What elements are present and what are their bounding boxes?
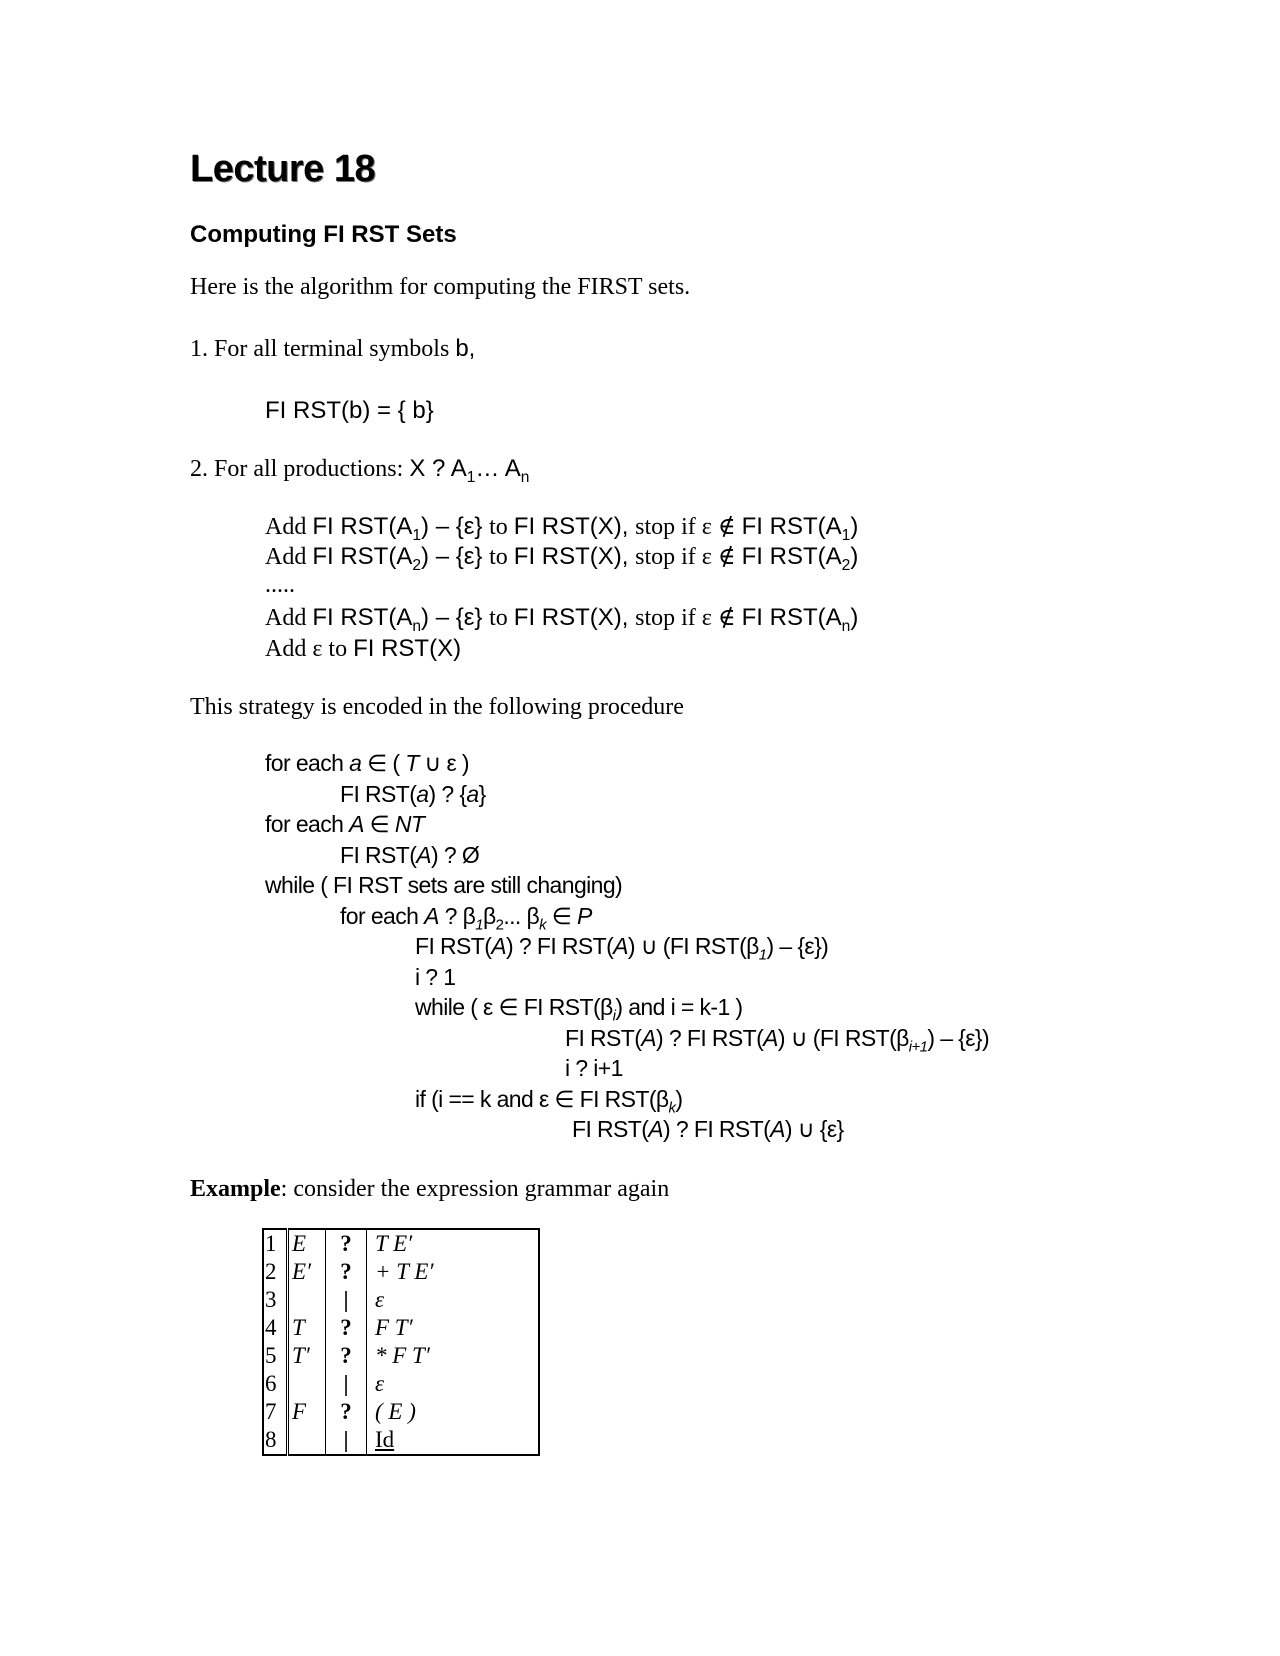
production-lhs: F	[288, 1398, 326, 1426]
step-2-production: X ? $A_1\dots$ $A_n$	[409, 455, 530, 486]
step-1	[190, 335, 475, 363]
grammar-row	[263, 1370, 539, 1398]
production-arrow: ?	[326, 1398, 367, 1426]
production-arrow: ?	[326, 1342, 367, 1370]
intro-paragraph: Here is the algorithm for computing the FIRST sets.	[190, 274, 691, 300]
code-line: while ( ε ∈ FI $RST(\beta_i)$ and i = k-1 )	[415, 994, 743, 1025]
production-rhs: ( E )	[375, 1399, 416, 1424]
production-arrow: |	[326, 1426, 367, 1455]
production-number: 8	[263, 1426, 288, 1455]
production-rhs: Id	[375, 1427, 395, 1452]
step-1-formula: FI RST(b) = { b}	[265, 397, 434, 424]
production-lhs: E	[288, 1229, 326, 1258]
section-title: Computing FI RST Sets	[190, 221, 457, 248]
production-number: 1	[263, 1229, 288, 1258]
code-line: i ? 1	[415, 964, 456, 990]
step-2	[190, 455, 529, 487]
code-line: for each A ∈ NT	[265, 811, 425, 837]
production-lhs: T′	[288, 1342, 326, 1370]
strategy-paragraph: This strategy is encoded in the following procedure	[190, 694, 684, 720]
production-arrow: |	[326, 1370, 367, 1398]
grammar-row	[263, 1286, 539, 1314]
code-line: i ? i+1	[565, 1055, 623, 1081]
code-line: if (i == k and ε ∈ FI $RST(\beta_k)$	[415, 1086, 683, 1117]
grammar-row	[263, 1342, 539, 1370]
grammar-row	[263, 1258, 539, 1286]
production-arrow: ?	[326, 1229, 367, 1258]
production-number: 7	[263, 1398, 288, 1426]
production-rhs: F T′	[375, 1315, 413, 1340]
production-rhs: * F T′	[375, 1343, 430, 1368]
code-line: for each a ∈ ( T ∪ ε )	[265, 750, 469, 776]
step-1-text: 1. For all terminal symbols	[190, 336, 456, 362]
production-lhs: E′	[288, 1258, 326, 1286]
rule-line: Add FI $RST(A_2) - \{\varepsilon\}$ to FI RST(X), stop if ε ∉ FI $RST(A_2)$	[265, 543, 859, 574]
step-2-text: 2. For all productions:	[190, 456, 410, 482]
production-arrow: ?	[326, 1258, 367, 1286]
production-rhs: ε	[375, 1371, 385, 1396]
code-line: FI RST(A) ? FI RST(A) ∪ (FI $RST(\beta_1) - \{\varepsilon\}$)	[415, 933, 829, 964]
production-number: 2	[263, 1258, 288, 1286]
code-line: while ( FI RST sets are still changing)	[265, 872, 623, 898]
production-rhs: ε	[375, 1287, 385, 1312]
grammar-row	[263, 1398, 539, 1426]
code-line: FI RST(A) ? FI RST(A) ∪ {ε}	[572, 1116, 844, 1142]
grammar-table	[262, 1228, 540, 1456]
code-line: FI RST(A) ? FI RST(A) ∪ (FI $RST(\beta_{i+1}) - \{\varepsilon\}$)	[565, 1025, 990, 1056]
page-title: Lecture 18	[190, 148, 376, 190]
step-1-symbol: b,	[455, 335, 476, 362]
code-line: for each A ? $\beta_1\beta_2$... $\beta_k$ ∈ P	[340, 903, 592, 934]
production-number: 4	[263, 1314, 288, 1342]
production-lhs	[288, 1426, 326, 1455]
grammar-row	[263, 1229, 539, 1258]
production-lhs: T	[288, 1314, 326, 1342]
example-label: Example	[190, 1176, 281, 1202]
production-rhs: T E′	[375, 1231, 413, 1256]
rule-line: Add FI $RST(A_n) - \{\varepsilon\}$ to FI RST(X), stop if ε ∉ FI $RST(A_n)$	[265, 604, 859, 635]
example-paragraph	[190, 1176, 669, 1203]
grammar-row	[263, 1426, 539, 1455]
production-number: 6	[263, 1370, 288, 1398]
ellipsis: .....	[265, 572, 295, 598]
grammar-row	[263, 1314, 539, 1342]
rule-add-epsilon: Add ε to FI RST(X)	[265, 635, 462, 662]
example-text: : consider the expression grammar again	[280, 1176, 670, 1202]
production-arrow: ?	[326, 1314, 367, 1342]
production-number: 5	[263, 1342, 288, 1370]
production-rhs: + T E′	[375, 1259, 434, 1284]
production-arrow: |	[326, 1286, 367, 1314]
rule-line: Add FI $RST(A_1) - \{\varepsilon\}$ to FI RST(X), stop if ε ∉ FI $RST(A_1)$	[265, 513, 859, 544]
production-lhs	[288, 1286, 326, 1314]
code-line: FI RST(A) ? Ø	[340, 842, 480, 868]
code-line: FI RST(a) ? {a}	[340, 781, 486, 807]
production-lhs	[288, 1370, 326, 1398]
production-number: 3	[263, 1286, 288, 1314]
